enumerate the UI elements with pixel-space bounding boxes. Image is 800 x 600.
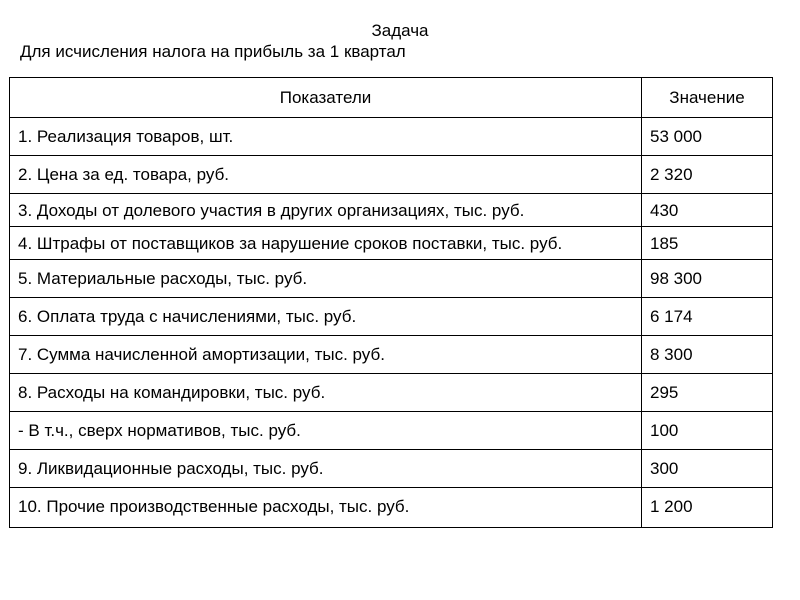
row-value: 430 [642,194,773,227]
row-value: 295 [642,374,773,412]
row-value: 98 300 [642,260,773,298]
row-label: 6. Оплата труда с начислениями, тыс. руб. [10,298,642,336]
task-subtitle: Для исчисления налога на прибыль за 1 квартал [20,42,406,61]
table-header-row [10,78,773,118]
row-label: 10. Прочие производственные расходы, тыс. руб. [10,488,642,528]
row-label: 7. Сумма начисленной амортизации, тыс. руб. [10,336,642,374]
indicators-table [9,77,773,528]
table-row [10,156,773,194]
row-value: 100 [642,412,773,450]
row-label: 5. Материальные расходы, тыс. руб. [10,260,642,298]
table-row [10,260,773,298]
table-row [10,488,773,528]
row-label: 8. Расходы на командировки, тыс. руб. [10,374,642,412]
row-value: 300 [642,450,773,488]
table-row [10,118,773,156]
table-row [10,298,773,336]
column-header-indicators: Показатели [10,78,642,118]
table-row [10,374,773,412]
table-row [10,194,773,227]
row-label: 1. Реализация товаров, шт. [10,118,642,156]
table-row [10,412,773,450]
row-label: 3. Доходы от долевого участия в других организациях, тыс. руб. [10,194,642,227]
row-value: 1 200 [642,488,773,528]
row-label: 4. Штрафы от поставщиков за нарушение сроков поставки, тыс. руб. [10,227,642,260]
page-title: Задача [371,21,429,40]
row-label: 2. Цена за ед. товара, руб. [10,156,642,194]
row-label: - В т.ч., сверх нормативов, тыс. руб. [10,412,642,450]
row-value: 53 000 [642,118,773,156]
table-row [10,336,773,374]
table-row [10,227,773,260]
row-value: 6 174 [642,298,773,336]
table-row [10,450,773,488]
row-value: 185 [642,227,773,260]
row-value: 8 300 [642,336,773,374]
row-label: 9. Ликвидационные расходы, тыс. руб. [10,450,642,488]
row-value: 2 320 [642,156,773,194]
column-header-value: Значение [642,78,773,118]
